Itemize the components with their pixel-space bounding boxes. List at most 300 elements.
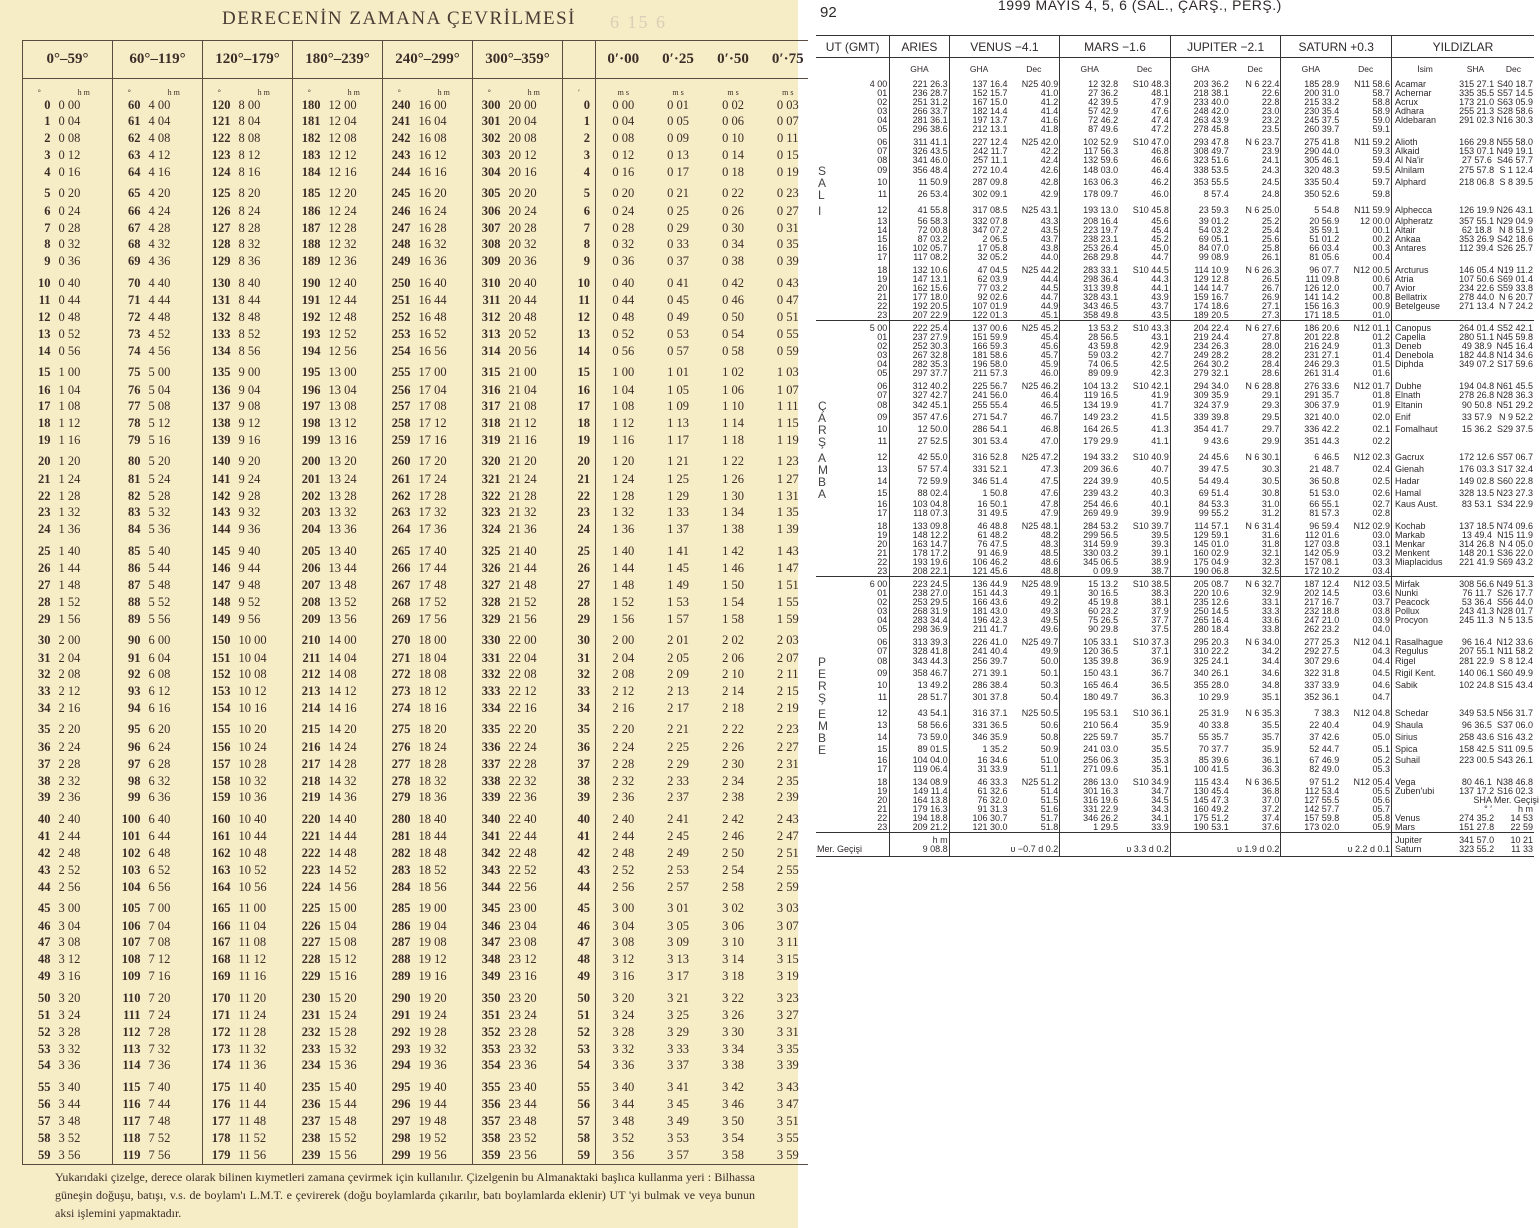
table-cell: 272 [391,667,411,682]
table-row [23,432,816,449]
almanac-value: 26.5 [1261,273,1280,284]
table-cell: 9 36 [236,521,293,538]
almanac-row [816,680,1534,692]
almanac-value: N45 59.8 [1496,331,1533,342]
almanac-value: N55 58.0 [1496,136,1533,147]
table-cell: 20 52 [506,326,563,343]
table-cell: 186 [301,203,321,218]
almanac-value: 35.5 [1151,744,1169,754]
almanac-value: 31 33.9 [949,765,1008,774]
almanac-value: N38 46.8 [1496,776,1533,787]
table-cell: 296 [391,1097,411,1112]
almanac-value [1493,253,1534,262]
table-cell: 9 48 [236,577,293,594]
table-cell: 3 52 [56,1130,113,1147]
almanac-value: 33.6 [1261,614,1280,625]
almanac-value: 80 46.1 [1461,776,1492,787]
aries-gha: 56 58.3 [890,217,949,226]
table-cell: 2 57 [667,879,689,894]
almanac-value: 197 13.7 [949,116,1008,125]
almanac-value: 45.7 [1040,349,1059,360]
almanac-value: 40 33.8 [1170,720,1229,732]
table-cell: 0 13 [667,148,689,163]
almanac-value: 141 14.2 [1281,293,1340,302]
almanac-value: 91 31.3 [949,805,1008,814]
col-header: 0′·50 [706,41,761,79]
almanac-value: 82 49.0 [1281,765,1340,774]
table-cell: 230 [301,990,321,1005]
almanac-value: 41.7 [1151,400,1169,410]
table-cell: 201 [301,471,321,486]
table-cell: 57 [38,1114,51,1129]
almanac-value: 239 43.2 [1060,488,1119,500]
table-cell: 222 [301,846,321,861]
almanac-value [1458,567,1493,577]
almanac-value: 41.3 [1151,424,1169,434]
almanac-value: 196 58.0 [949,360,1008,369]
almanac-value [1458,253,1493,262]
almanac-value: 160 49.2 [1170,805,1229,814]
table-cell: 1 36 [612,522,635,537]
weekday-letter [816,253,836,262]
table-cell: 23 36 [506,1057,563,1074]
almanac-value: 173 21.0 [1459,96,1495,107]
table-cell: 7 [44,220,51,235]
table-cell: 265 [391,543,411,558]
table-cell: 286 [391,918,411,933]
almanac-value: 218 38.1 [1170,89,1229,98]
table-cell: 12 36 [326,253,383,270]
weekday-letter [816,518,836,531]
weekday-letter [816,500,836,509]
almanac-value: 29.1 [1261,389,1280,400]
table-cell: 1 18 [722,432,744,447]
almanac-value: 43.3 [1040,215,1059,226]
aries-gha: 221 26.3 [890,80,949,89]
almanac-value: S60 49.9 [1496,668,1533,678]
star-name: Spica [1392,744,1459,756]
table-cell: 37 [38,756,51,771]
table-cell: 347 [481,935,501,950]
table-cell: 1 [44,114,51,129]
table-cell: 293 [391,1041,411,1056]
almanac-value: 43.5 [1040,224,1059,235]
table-row [23,449,816,471]
almanac-value [1493,436,1534,448]
almanac-value: 182 14.4 [949,107,1008,116]
almanac-value: 47.6 [1040,488,1059,498]
table-cell: 3 47 [776,1097,799,1112]
almanac-row [816,253,1534,262]
almanac-value: 44.4 [1040,273,1059,284]
table-cell: 2 53 [667,862,689,877]
table-cell: 86 [128,561,141,576]
table-cell: 19 32 [416,1040,473,1057]
table-cell: 2 52 [612,862,635,877]
table-cell: 138 [211,416,231,431]
almanac-value: 48.2 [1040,529,1059,540]
almanac-value: 43 59.8 [1060,342,1119,351]
almanac-value: SHA [1473,794,1492,805]
star-name: Achernar [1392,89,1459,98]
almanac-value: 140 06.1 [1459,668,1495,678]
table-cell: 229 [301,969,321,984]
table-cell: 120 [211,97,231,112]
table-cell: 103 [121,862,141,877]
table-cell: 14 28 [326,756,383,773]
table-cell: 254 [391,343,411,358]
table-cell: 1 56 [612,611,635,626]
table-cell: 3 10 [722,935,744,950]
star-name [1392,625,1459,634]
almanac-value: 346 26.2 [1060,814,1119,823]
table-cell: 95 [128,722,141,737]
table-cell: 25 [563,538,596,560]
table-cell: 1 53 [667,594,689,609]
table-cell: 3 16 [612,969,635,984]
table-cell: 1 56 [56,610,113,627]
weekday-letter [816,116,836,125]
almanac-value: 352 36.1 [1281,692,1340,704]
almanac-value: 33.3 [1261,605,1280,616]
table-cell: 1 57 [667,611,689,626]
table-cell: 115 [122,1079,141,1094]
almanac-value: 03.8 [1372,605,1391,616]
mars-v-d: υ 3.3 d 0.2 [1060,845,1171,857]
almanac-value: N 8 51.9 [1498,224,1533,235]
table-cell: 1 06 [722,382,744,397]
aries-gha: 312 40.2 [890,378,949,391]
ut-hour: 08 [877,400,888,410]
almanac-value: 51.8 [1040,821,1059,832]
almanac-value: 357 55.1 [1459,215,1495,226]
table-cell: 0 12 [56,147,113,164]
table-cell: 0 20 [612,186,635,201]
table-cell: 101 [121,829,141,844]
almanac-value: 34.6 [1261,668,1280,678]
almanac-value: N14 34.6 [1496,349,1533,360]
aries-gha: 296 38.6 [890,125,949,134]
table-cell: 0 49 [667,309,689,324]
table-cell: 20 20 [506,180,563,202]
almanac-value: 260 39.7 [1281,125,1340,134]
almanac-value: 49.6 [1040,623,1059,634]
almanac-value: 32.5 [1261,565,1280,576]
almanac-value: 127 03.8 [1281,540,1340,549]
table-cell: 193 [301,326,321,341]
weekday-letter: E [818,706,827,721]
table-cell: 4 28 [146,219,203,236]
table-row [23,1096,816,1113]
table-cell: 104 [121,879,141,894]
almanac-value: 37.4 [1261,812,1280,823]
almanac-value: 31.8 [1261,538,1280,549]
weekday-letter [816,244,836,253]
star-name: Al Na'ir [1392,156,1459,165]
table-cell: 310 [481,275,501,290]
almanac-value: 112 01.6 [1281,531,1340,540]
almanac-value: 90 50.8 [1461,400,1492,410]
table-cell: 3 14 [722,952,744,967]
stars-header: YILDIZLAR [1392,36,1534,58]
star-name: Kochab [1392,518,1459,531]
table-cell: 42 [38,846,51,861]
almanac-value: N26 43.1 [1496,205,1533,215]
table-cell: 183 [301,148,321,163]
almanac-value: 293 47.8 [1170,134,1229,147]
almanac-value: 41.8 [1040,123,1059,134]
star-name [1392,692,1459,704]
almanac-value: N12 05.4 [1353,776,1391,787]
almanac-value [816,832,890,845]
star-name: Elnath [1392,391,1459,400]
weekday-letter [816,275,836,284]
star-name: Rigil Kent. [1392,668,1459,680]
table-cell: 63 [128,148,141,163]
ut-hour: 14 [877,476,888,486]
almanac-value: 46.4 [1151,165,1169,175]
table-cell: 173 [211,1041,231,1056]
almanac-value: 45.1 [1040,309,1059,320]
table-cell: 21 04 [506,381,563,398]
almanac-value: 32.9 [1261,587,1280,598]
table-cell: 2 14 [722,684,744,699]
almanac-value: 35.5 [1261,720,1280,730]
table-cell: 19 52 [416,1130,473,1147]
almanac-value: N49 19.1 [1496,145,1533,156]
table-cell: 3 25 [667,1008,689,1023]
almanac-value: S43 26.1 [1496,754,1533,765]
table-cell: 214 [301,700,321,715]
almanac-value: 34.2 [1261,645,1280,656]
table-cell: 291 [391,1008,411,1023]
almanac-value: 35.7 [1151,732,1169,742]
table-cell: 4 00 [146,97,203,114]
almanac-value: 271 13.4 [1459,300,1495,311]
almanac-value: 224 39.9 [1060,476,1119,488]
meridian-passage-row [816,832,1534,845]
aries-gha: 12 50.0 [890,424,949,436]
almanac-value: N12 04.8 [1353,708,1391,718]
almanac-value: 85 39.6 [1170,756,1229,765]
table-cell: 10 48 [236,845,293,862]
table-cell: 20 44 [506,292,563,309]
almanac-value: 31.0 [1261,498,1280,509]
table-cell: 150 [211,633,231,648]
almanac-value: 46.0 [1040,367,1059,378]
ut-hour: 02 [877,96,888,107]
table-cell: 290 [391,990,411,1005]
almanac-value: 212 13.1 [949,125,1008,134]
aries-gha: 134 08.9 [890,774,949,787]
almanac-value: N25 50.5 [1021,708,1059,718]
almanac-value: 47.3 [1040,464,1059,474]
almanac-value: 33 57.9 [1461,412,1492,422]
almanac-value: 38.1 [1151,596,1169,607]
almanac-value: 265 16.4 [1170,616,1229,625]
ut-hour: 09 [877,668,888,678]
table-cell: 11 28 [236,1024,293,1041]
table-cell: 328 [481,594,501,609]
table-cell: 18 24 [416,739,473,756]
table-cell: 23 56 [506,1147,563,1165]
almanac-value: 301 16.3 [1060,787,1119,796]
table-cell: 18 12 [416,683,473,700]
table-cell: 2 00 [612,633,635,648]
table-cell: 1 21 [667,454,689,469]
table-cell: 283 [391,862,411,877]
aries-gha: 357 47.6 [890,412,949,424]
unit-label: m s [727,87,739,97]
star-name: Enif [1392,412,1459,424]
almanac-value: 269 49.9 [1060,509,1119,518]
table-cell: 9 24 [236,471,293,488]
almanac-value: 59.0 [1372,114,1391,125]
table-cell: 163 [211,862,231,877]
table-cell: 16 [563,381,596,398]
weekday-letter [816,796,836,805]
almanac-value: 148 20.1 [1459,547,1495,558]
table-cell: 0 42 [722,275,744,290]
almanac-value: 187 12.4 [1281,576,1340,589]
table-cell: 1 00 [612,365,635,380]
table-row [23,879,816,896]
table-cell: 1 09 [667,399,689,414]
table-cell: 49 [38,969,51,984]
table-cell: 5 32 [146,504,203,521]
table-cell: 51 [38,1008,51,1023]
table-cell: 10 56 [236,879,293,896]
almanac-value: 13 49.4 [1461,529,1492,540]
table-cell: 2 18 [722,700,744,715]
table-cell: 7 04 [146,918,203,935]
table-cell: 23 40 [506,1074,563,1096]
almanac-value: 44.5 [1040,282,1059,293]
table-cell: 9 32 [236,504,293,521]
table-cell: 3 56 [56,1147,113,1165]
almanac-value [1458,436,1493,448]
table-cell: 0 29 [667,220,689,235]
almanac-row [816,518,1534,531]
almanac-value: 59.4 [1372,154,1391,165]
star-name: Regulus [1392,647,1459,656]
almanac-value: 33.1 [1261,596,1280,607]
almanac-value: 31 49.5 [949,509,1008,518]
almanac-value: 59.7 [1372,177,1391,187]
table-cell: 3 02 [722,901,744,916]
almanac-row [816,177,1534,189]
table-cell: 0 33 [667,237,689,252]
table-cell: 20 32 [506,236,563,253]
almanac-value: 46.2 [1151,177,1169,187]
almanac-value: 34.8 [1261,680,1280,690]
weekday-letter [816,787,836,796]
table-cell: 2 34 [722,773,744,788]
table-cell: 216 [301,739,321,754]
ut-hour: 19 [877,529,888,540]
table-cell: 7 28 [146,1024,203,1041]
ut-hour: 17 [877,763,888,774]
table-cell: 13 44 [326,560,383,577]
table-cell: 1 04 [56,381,113,398]
unit-label: ° [127,87,131,97]
almanac-value: 256 39.7 [949,656,1008,668]
aries-gha: 327 42.7 [890,391,949,400]
almanac-value: 03.2 [1372,547,1391,558]
table-cell: 318 [481,416,501,431]
table-cell: 84 [128,522,141,537]
table-row [23,700,816,717]
table-cell: 2 52 [56,862,113,879]
ut-hour: 12 [877,205,888,215]
table-cell: 109 [121,969,141,984]
table-cell: 355 [481,1079,501,1094]
star-name [1392,369,1459,378]
almanac-value: 278 44.0 [1459,291,1495,302]
table-cell: 250 [391,275,411,290]
table-cell: 281 [391,829,411,844]
ut-hour: 18 [877,776,888,787]
almanac-value: 245 37.5 [1281,116,1340,125]
table-cell: 16 00 [416,97,473,114]
table-cell: 0 19 [776,164,799,179]
table-row [23,968,816,985]
almanac-value: 207 55.1 [1459,645,1495,656]
almanac-value: 97 51.2 [1281,774,1340,787]
table-cell: 12 12 [326,147,383,164]
table-cell: 4 [563,164,596,181]
table-cell: 277 [391,756,411,771]
ut-hour: 21 [877,291,888,302]
table-cell: 1 48 [56,577,113,594]
table-cell: 117 [122,1114,141,1129]
table-cell: 79 [128,432,141,447]
almanac-value: 29.3 [1261,400,1280,410]
table-cell: 320 [481,454,501,469]
almanac-value: 36.3 [1151,692,1169,702]
table-cell: 4 20 [146,180,203,202]
table-cell: 8 20 [236,180,293,202]
table-row [23,253,816,270]
table-row [23,359,816,381]
almanac-value: N12 01.7 [1353,380,1391,391]
table-cell: 357 [481,1114,501,1129]
table-cell: 1 26 [722,471,744,486]
unit-label: ° [307,87,311,97]
table-cell: 0 27 [776,203,799,218]
table-cell: 17 16 [416,432,473,449]
almanac-value: 180 49.7 [1060,692,1119,704]
almanac-value: 58.7 [1372,87,1391,98]
ut-hour: 21 [877,803,888,814]
ut-hour: 22 [877,300,888,311]
almanac-value: N12 33.6 [1496,636,1533,647]
star-name: Rasalhague [1392,634,1459,647]
weekday-letter: R [818,678,827,693]
table-cell: 146 [211,561,231,576]
almanac-row [816,464,1534,476]
table-cell: 21 [38,471,51,486]
table-cell: 133 [211,326,231,341]
table-cell: 339 [481,790,501,805]
table-cell: 2 59 [776,879,799,894]
table-cell: 159 [211,790,231,805]
almanac-value: 42.7 [1151,349,1169,360]
almanac-value: 51.0 [1040,754,1059,765]
almanac-value: 323 55.2 [1458,845,1493,857]
almanac-value: N12 04.1 [1353,636,1391,647]
almanac-row [816,732,1534,744]
